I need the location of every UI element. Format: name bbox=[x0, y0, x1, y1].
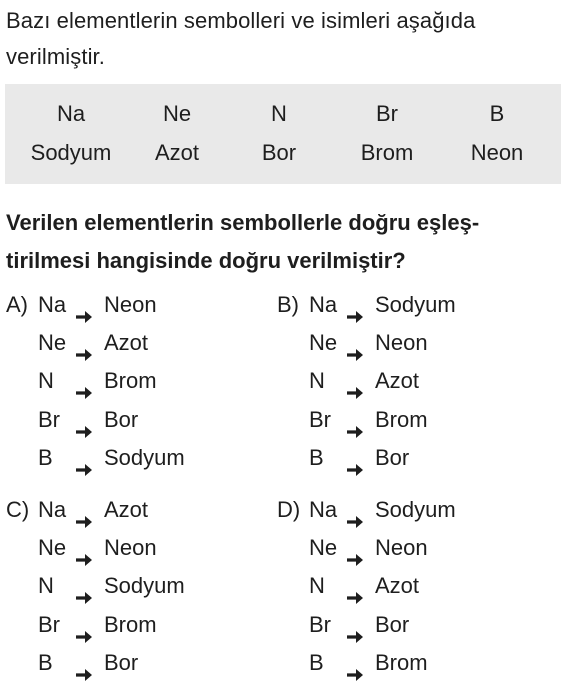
pair-name: Sodyum bbox=[375, 292, 456, 317]
pair-symbol: B bbox=[309, 444, 324, 470]
table-name: Sodyum bbox=[30, 140, 112, 165]
arrow-right-icon bbox=[76, 413, 92, 427]
table-symbol: Na bbox=[56, 101, 86, 126]
pair-symbol: Br bbox=[309, 611, 331, 637]
question-line-1: Verilen elementlerin sembollerle doğru eşleş- bbox=[6, 210, 480, 235]
pair-symbol: Na bbox=[38, 497, 67, 522]
pair-name: Sodyum bbox=[104, 444, 185, 470]
pair-symbol: B bbox=[38, 649, 53, 675]
arrow-right-icon bbox=[76, 656, 92, 670]
arrow-right-icon bbox=[347, 451, 363, 465]
table-symbol: Br bbox=[376, 101, 398, 126]
element-table bbox=[5, 84, 561, 184]
pair-name: Bor bbox=[375, 444, 410, 470]
arrow-right-icon bbox=[347, 413, 363, 427]
table-name: Brom bbox=[360, 140, 414, 165]
intro-line-2: verilmiştir. bbox=[6, 44, 105, 69]
pair-name: Azot bbox=[375, 573, 420, 599]
pair-symbol: Ne bbox=[309, 330, 338, 356]
arrow-right-icon bbox=[76, 618, 92, 632]
pair-name: Brom bbox=[104, 368, 157, 394]
pair-name: Neon bbox=[375, 330, 428, 356]
option-letter: C) bbox=[6, 497, 30, 522]
pair-symbol: Ne bbox=[38, 330, 67, 356]
arrow-right-icon bbox=[76, 541, 92, 555]
intro-text bbox=[6, 3, 566, 75]
pair-name: Bor bbox=[104, 406, 139, 432]
table-symbol: B bbox=[489, 101, 505, 126]
pair-name: Azot bbox=[104, 497, 149, 522]
arrow-right-icon bbox=[76, 503, 92, 517]
pair-symbol: N bbox=[309, 573, 325, 599]
arrow-right-icon bbox=[347, 541, 363, 555]
option-letter: A) bbox=[6, 292, 28, 317]
arrow-right-icon bbox=[347, 503, 363, 517]
answer-option[interactable] bbox=[277, 286, 547, 477]
pair-name: Brom bbox=[375, 649, 428, 675]
answer-option[interactable] bbox=[6, 286, 276, 477]
arrow-right-icon bbox=[76, 374, 92, 388]
arrow-right-icon bbox=[347, 579, 363, 593]
pair-name: Bor bbox=[104, 649, 139, 675]
arrow-right-icon bbox=[347, 618, 363, 632]
pair-name: Neon bbox=[104, 292, 157, 317]
answer-option[interactable] bbox=[277, 491, 547, 682]
pair-name: Neon bbox=[375, 535, 428, 561]
arrow-right-icon bbox=[347, 336, 363, 350]
table-name: Bor bbox=[261, 140, 297, 165]
pair-name: Bor bbox=[375, 611, 410, 637]
table-name: Azot bbox=[154, 140, 200, 165]
option-letter: B) bbox=[277, 292, 299, 317]
option-letter: D) bbox=[277, 497, 301, 522]
pair-symbol: Br bbox=[38, 406, 60, 432]
arrow-right-icon bbox=[76, 579, 92, 593]
table-name: Neon bbox=[470, 140, 524, 165]
pair-name: Neon bbox=[104, 535, 157, 561]
pair-symbol: Na bbox=[309, 497, 338, 522]
pair-symbol: Br bbox=[38, 611, 60, 637]
answer-option[interactable] bbox=[6, 491, 276, 682]
pair-symbol: N bbox=[38, 368, 54, 394]
pair-symbol: Na bbox=[309, 292, 338, 317]
intro-line-1: Bazı elementlerin sembolleri ve isimleri aşağıda bbox=[6, 8, 476, 33]
arrow-right-icon bbox=[347, 374, 363, 388]
pair-symbol: B bbox=[309, 649, 324, 675]
table-symbol: N bbox=[271, 101, 287, 126]
arrow-right-icon bbox=[76, 451, 92, 465]
pair-symbol: Ne bbox=[309, 535, 338, 561]
table-symbol: Ne bbox=[162, 101, 192, 126]
pair-symbol: Ne bbox=[38, 535, 67, 561]
pair-name: Sodyum bbox=[104, 573, 185, 599]
pair-name: Azot bbox=[104, 330, 149, 356]
pair-name: Brom bbox=[375, 406, 428, 432]
pair-symbol: Br bbox=[309, 406, 331, 432]
question-text bbox=[6, 204, 566, 280]
pair-name: Brom bbox=[104, 611, 157, 637]
pair-symbol: Na bbox=[38, 292, 67, 317]
arrow-right-icon bbox=[76, 298, 92, 312]
arrow-right-icon bbox=[76, 336, 92, 350]
pair-symbol: B bbox=[38, 444, 53, 470]
pair-name: Sodyum bbox=[375, 497, 456, 522]
arrow-right-icon bbox=[347, 298, 363, 312]
pair-symbol: N bbox=[38, 573, 54, 599]
pair-name: Azot bbox=[375, 368, 420, 394]
pair-symbol: N bbox=[309, 368, 325, 394]
question-line-2: tirilmesi hangisinde doğru verilmiştir? bbox=[6, 248, 406, 273]
arrow-right-icon bbox=[347, 656, 363, 670]
